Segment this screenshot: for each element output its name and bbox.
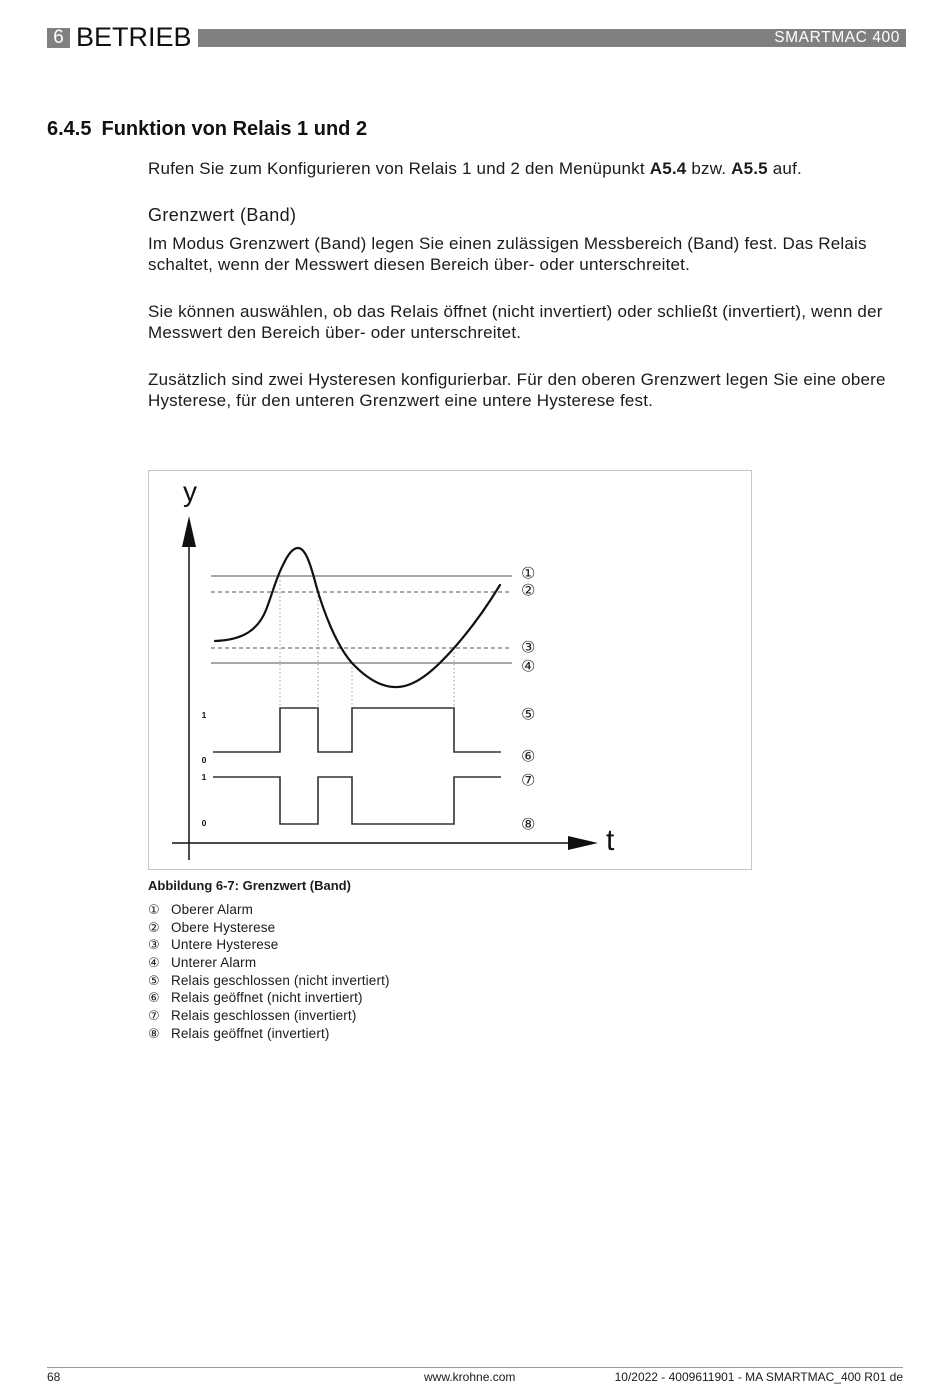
legend-marker: ④	[148, 956, 160, 972]
legend-marker: ⑦	[148, 1009, 160, 1025]
product-name: SMARTMAC 400	[774, 29, 900, 46]
band-limit-diagram	[148, 470, 752, 870]
level-label-high: 1	[201, 710, 207, 720]
x-axis-label: t	[606, 824, 615, 857]
callout-marker-6: ⑥	[521, 746, 536, 766]
section-number: 6.4.5	[47, 118, 92, 140]
level-label-low: 0	[201, 755, 207, 765]
legend-marker: ③	[148, 938, 160, 954]
legend-item	[148, 919, 390, 937]
footer-website: www.krohne.com	[424, 1370, 516, 1384]
level-label-high: 1	[201, 772, 207, 782]
figure-legend	[148, 901, 390, 1043]
legend-label: Obere Hysterese	[171, 919, 276, 935]
callout-marker-7: ⑦	[521, 770, 536, 790]
chapter-title: BETRIEB	[76, 22, 192, 52]
legend-item	[148, 936, 390, 954]
paragraph: Zusätzlich sind zwei Hysteresen konfigurierbar. Für den oberen Grenzwert legen Sie eine obere Hysterese, für den unteren Grenzwert eine untere Hysterese fest.	[148, 370, 886, 410]
legend-label: Relais geöffnet (invertiert)	[171, 1025, 330, 1041]
callout-marker-8: ⑧	[521, 814, 536, 834]
relay-signal-not-inverted	[213, 708, 501, 752]
figure-frame	[149, 471, 752, 870]
legend-marker: ⑥	[148, 991, 160, 1007]
legend-marker: ⑤	[148, 973, 160, 989]
legend-item	[148, 954, 390, 972]
y-axis-label: y	[183, 476, 197, 507]
callout-marker-5: ⑤	[521, 704, 536, 724]
intro-paragraph	[148, 158, 802, 179]
subheading: Grenzwert (Band)	[148, 205, 297, 225]
menu-item-code-1: A5.4	[649, 159, 687, 178]
body-text	[148, 233, 908, 437]
footer-divider	[47, 1367, 903, 1368]
paragraph: Sie können auswählen, ob das Relais öffnet (nicht invertiert) oder schließt (invertiert), wenn der Messwert den Bereich über- oder unterschreitet.	[148, 302, 883, 342]
legend-item	[148, 1025, 390, 1043]
intro-text-between: bzw.	[686, 159, 732, 178]
callout-marker-3: ③	[521, 637, 536, 657]
legend-item	[148, 1007, 390, 1025]
header-bar	[198, 29, 906, 47]
measured-value-curve	[215, 548, 500, 687]
chapter-number-box	[47, 28, 70, 48]
legend-label: Relais geöffnet (nicht invertiert)	[171, 990, 363, 1006]
legend-marker: ⑧	[148, 1026, 160, 1042]
callout-marker-2: ②	[521, 580, 536, 600]
legend-label: Relais geschlossen (nicht invertiert)	[171, 972, 390, 988]
callout-marker-1: ①	[521, 563, 536, 583]
relay-signal-inverted	[213, 777, 501, 824]
y-axis-arrow	[182, 516, 196, 547]
level-label-low: 0	[201, 818, 207, 828]
page-number: 68	[47, 1370, 61, 1384]
legend-marker: ①	[148, 903, 160, 918]
legend-marker: ②	[148, 920, 160, 936]
document-reference: 10/2022 - 4009611901 - MA SMARTMAC_400 R01 de	[614, 1370, 903, 1384]
intro-text-before: Rufen Sie zum Konfigurieren von Relais 1 und 2 den Menüpunkt	[148, 159, 650, 178]
legend-label: Oberer Alarm	[171, 902, 254, 917]
x-axis-arrow	[568, 836, 598, 850]
menu-item-code-2: A5.5	[731, 159, 768, 178]
figure-caption: Abbildung 6-7: Grenzwert (Band)	[148, 878, 351, 893]
figure	[148, 470, 752, 870]
intro-text-after: auf.	[767, 159, 802, 178]
callout-marker-4: ④	[521, 656, 536, 676]
section-heading	[47, 117, 367, 141]
legend-label: Untere Hysterese	[171, 937, 279, 953]
legend-item	[148, 972, 390, 990]
legend-label: Relais geschlossen (invertiert)	[171, 1008, 357, 1024]
section-title: Funktion von Relais 1 und 2	[101, 118, 368, 140]
legend-item	[148, 989, 390, 1007]
legend-item	[148, 901, 390, 919]
chapter-number: 6	[53, 27, 64, 48]
legend-label: Unterer Alarm	[171, 955, 257, 971]
paragraph: Im Modus Grenzwert (Band) legen Sie einen zulässigen Messbereich (Band) fest. Das Relais schaltet, wenn der Messwert diesen Bereich über- oder unterschreitet.	[148, 234, 867, 274]
